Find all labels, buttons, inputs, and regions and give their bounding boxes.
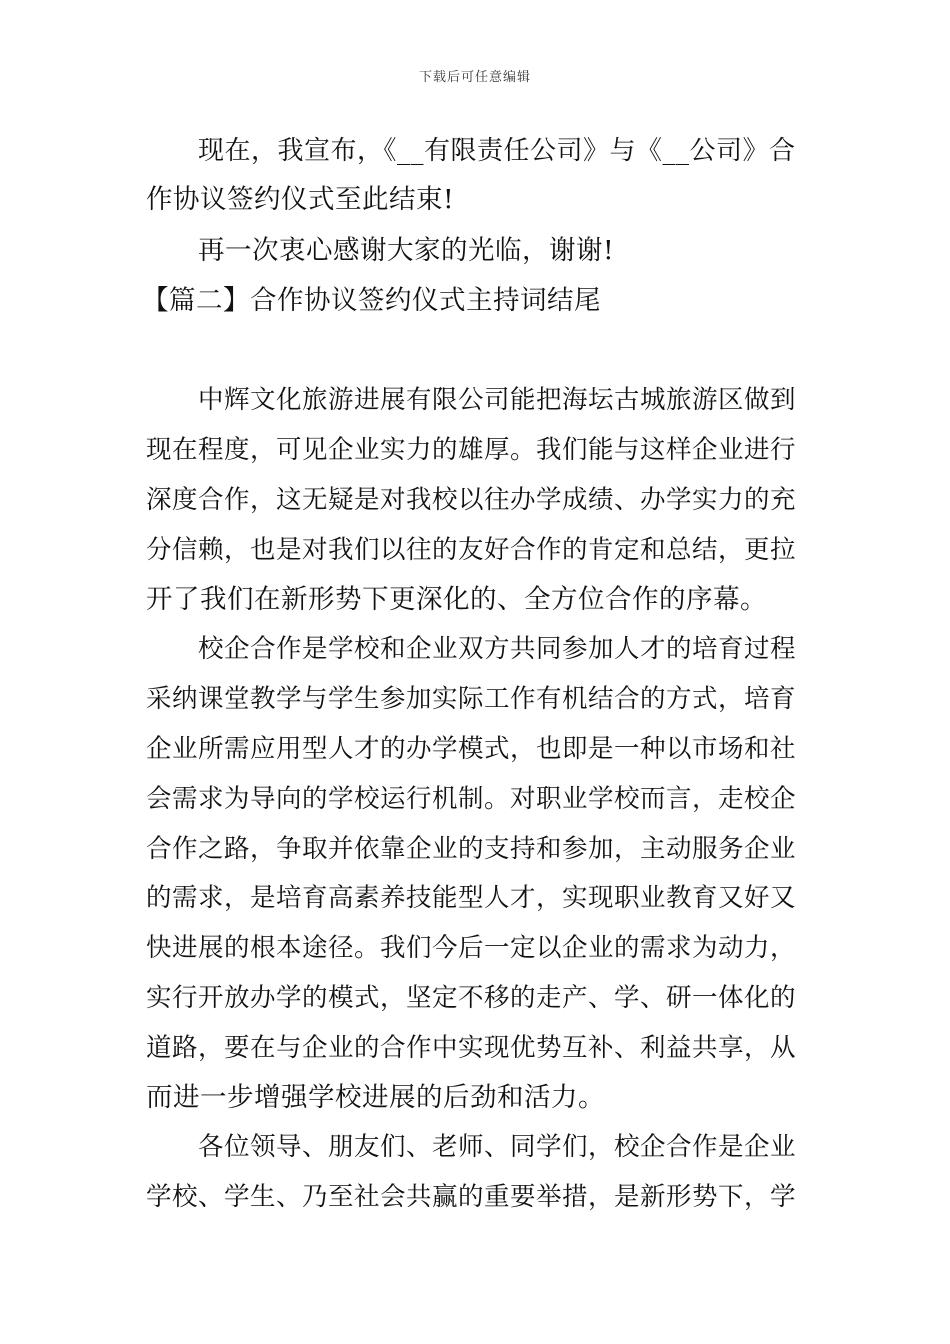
text-line: 作协议签约仪式至此结束! (146, 184, 455, 215)
text-line: 会需求为导向的学校运行机制。对职业学校而言，走校企 (146, 784, 797, 814)
text-line: 采纳课堂教学与学生参加实际工作有机结合的方式，培育 (146, 684, 797, 714)
text-line: 开了我们在新形势下更深化的、全方位合作的序幕。 (146, 584, 767, 615)
text-line: 校企合作是学校和企业双方共同参加人才的培育过程 (198, 634, 797, 664)
header-note: 下载后可任意编辑 (418, 70, 531, 85)
text-line: 分信赖，也是对我们以往的友好合作的肯定和总结，更拉 (146, 535, 797, 565)
text-line: 中辉文化旅游进展有限公司能把海坛古城旅游区做到 (198, 385, 797, 415)
text-line: 的需求，是培育高素养技能型人才，实现职业教育又好又 (146, 883, 797, 913)
text-line: 现在，我宣布，《__有限责任公司》与《__公司》合 (198, 136, 796, 166)
text-line: 现在程度，可见企业实力的雄厚。我们能与这样企业进行 (146, 435, 797, 465)
text-line: 学校、学生、乃至社会共赢的重要举措，是新形势下，学 (146, 1182, 797, 1212)
text-line: 道路，要在与企业的合作中实现优势互补、利益共享，从 (146, 1033, 797, 1063)
section-title: 【篇二】合作协议签约仪式主持词结尾 (142, 285, 601, 316)
text-line: 实行开放办学的模式，坚定不移的走产、学、研一体化的 (146, 983, 797, 1013)
text-line: 快进展的根本途径。我们今后一定以企业的需求为动力， (146, 933, 797, 963)
text-line: 而进一步增强学校进展的后劲和活力。 (146, 1082, 605, 1113)
text-line: 深度合作，这无疑是对我校以往办学成绩、办学实力的充 (146, 485, 797, 515)
text-line: 各位领导、朋友们、老师、同学们，校企合作是企业 (198, 1132, 797, 1162)
text-line: 合作之路，争取并依靠企业的支持和参加，主动服务企业 (146, 834, 797, 864)
text-line: 企业所需应用型人才的办学模式，也即是一种以市场和社 (146, 734, 797, 764)
text-line: 再一次衷心感谢大家的光临，谢谢! (198, 235, 615, 266)
